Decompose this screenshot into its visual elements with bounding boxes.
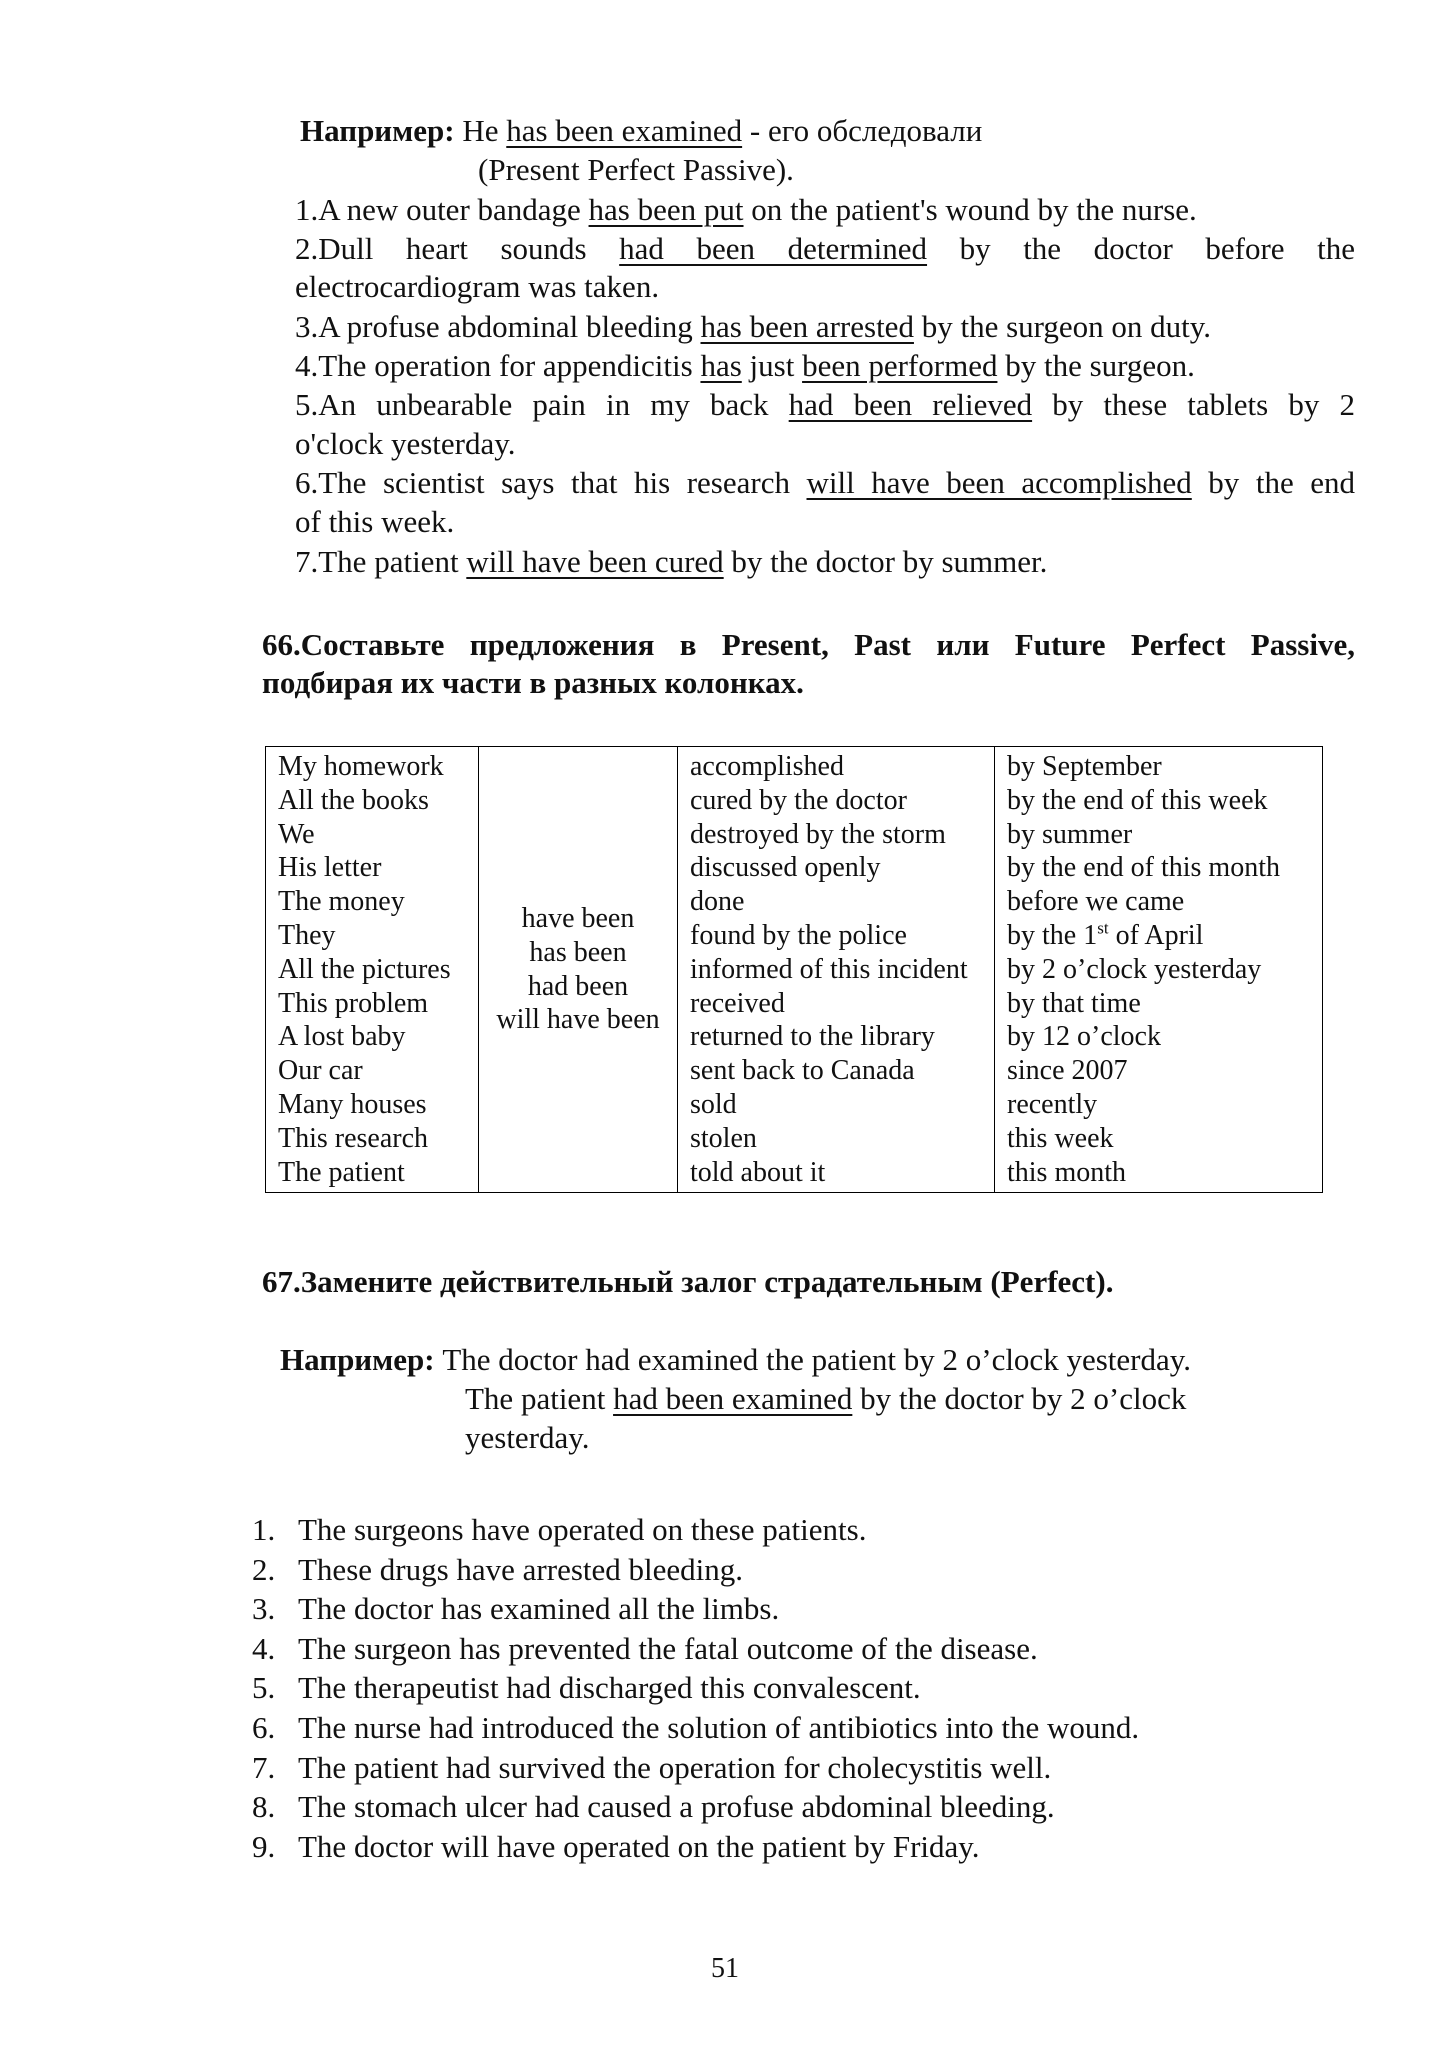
table-cell: sold — [690, 1088, 737, 1120]
list-item — [240, 1787, 1139, 1827]
table-cell: received — [690, 987, 785, 1019]
table-cell: The money — [278, 886, 405, 918]
list-number: 6. — [252, 1709, 276, 1745]
example-text: The doctor had examined the patient by 2 o’clock yesterday. — [434, 1342, 1191, 1377]
table-cell: has been — [529, 936, 627, 968]
list-item — [240, 1550, 1139, 1590]
table-cell: They — [278, 919, 336, 951]
list-number: 9. — [252, 1828, 276, 1864]
example-text-pre: He — [462, 113, 507, 148]
sentence-underlined: had been determined — [619, 231, 928, 266]
sentence-text: by the surgeon. — [997, 348, 1195, 383]
list-number: 1. — [252, 1512, 276, 1547]
sentence-1 — [295, 191, 1197, 229]
sentence-text: by the doctor by summer. — [723, 544, 1048, 579]
sentence-text: 5.An unbearable pain in my back — [295, 387, 789, 422]
sentence-2 — [295, 230, 1355, 268]
exercise-list — [240, 1510, 1139, 1866]
sentence-6-cont: of this week. — [295, 504, 455, 539]
table-cell: since 2007 — [1007, 1055, 1128, 1087]
list-text: The surgeon has prevented the fatal outcome of the disease. — [298, 1630, 1038, 1666]
list-item — [240, 1827, 1139, 1867]
list-item — [240, 1510, 1139, 1550]
table-cell: accomplished — [690, 751, 844, 782]
task-66-heading-line2: подбирая их части в разных колонках. — [262, 665, 804, 700]
sentence-4 — [295, 347, 1195, 385]
list-number: 7. — [252, 1749, 276, 1785]
sentence-5 — [295, 386, 1355, 424]
list-number: 3. — [252, 1591, 276, 1627]
table-cell: by the end of this week — [1007, 784, 1268, 816]
table-cell: done — [690, 886, 745, 918]
list-text: The doctor has examined all the limbs. — [298, 1591, 780, 1627]
sentence-text: 2.Dull heart sounds — [295, 231, 620, 266]
example-label: Например: — [280, 1342, 435, 1377]
list-number: 2. — [252, 1551, 276, 1587]
sentence-underlined: has — [700, 348, 742, 383]
task-67-example-line3: yesterday. — [465, 1420, 590, 1455]
auxiliary-column — [479, 747, 678, 1193]
table-cell: have been — [521, 903, 635, 935]
sentence-underlined: will have been accomplished — [806, 465, 1192, 500]
table-cell: by that time — [1007, 987, 1141, 1019]
example-line — [300, 112, 982, 150]
example-label: Например: — [300, 113, 455, 148]
table-cell: All the pictures — [278, 953, 451, 985]
table-cell: informed of this incident — [690, 953, 968, 985]
sentence-2-cont: electrocardiogram was taken. — [295, 269, 660, 304]
list-item — [240, 1708, 1139, 1748]
list-number: 4. — [252, 1630, 276, 1666]
table-cell: A lost baby — [278, 1021, 406, 1053]
task-67-example-line2 — [465, 1380, 1186, 1418]
table-cell: will have been — [496, 1004, 660, 1036]
example-text-post: - его обследовали — [742, 113, 983, 148]
sentence-text: 1.A new outer bandage — [295, 192, 589, 227]
cell-text: by the 1 — [1007, 919, 1098, 951]
sentence-text: 6.The scientist says that his research — [295, 465, 807, 500]
list-item — [240, 1629, 1139, 1669]
list-text: The stomach ulcer had caused a profuse abdominal bleeding. — [298, 1789, 1055, 1825]
table-cell: this month — [1007, 1156, 1127, 1188]
sentence-text: 7.The patient — [295, 544, 467, 579]
list-text: The nurse had introduced the solution of antibiotics into the wound. — [298, 1709, 1140, 1745]
sentence-text: by these tablets by 2 — [1032, 387, 1355, 422]
task-67-heading: 67.Замените действительный залог страдательным (Perfect). — [262, 1264, 1114, 1299]
table-cell: stolen — [690, 1122, 757, 1154]
table-cell: told about it — [690, 1156, 826, 1188]
table-cell: discussed openly — [690, 852, 881, 884]
sentence-text: by the surgeon on duty. — [913, 309, 1212, 344]
sentence-5-cont: o'clock yesterday. — [295, 426, 516, 461]
word-columns-table — [265, 746, 1323, 1193]
table-cell: cured by the doctor — [690, 784, 907, 816]
list-text: The patient had survived the operation for cholecystitis well. — [298, 1749, 1052, 1785]
table-cell: My homework — [278, 751, 444, 782]
sentence-underlined: been performed — [802, 348, 998, 383]
table-cell: The patient — [278, 1156, 405, 1188]
table-cell: before we came — [1007, 886, 1185, 918]
sentence-underlined: has been put — [588, 192, 744, 227]
sentence-6 — [295, 464, 1355, 502]
example-underlined: had been examined — [613, 1381, 853, 1416]
table-cell: by 2 o’clock yesterday — [1007, 953, 1262, 985]
list-text: The surgeons have operated on these patients. — [298, 1512, 867, 1547]
task-66-heading-line1: 66.Составьте предложения в Present, Past или Future Perfect Passive, — [262, 627, 1355, 662]
table-cell: destroyed by the storm — [690, 818, 946, 850]
example-underlined: has been examined — [506, 113, 743, 148]
sentence-underlined: had been relieved — [788, 387, 1033, 422]
list-item — [240, 1668, 1139, 1708]
table-cell: His letter — [278, 852, 382, 884]
table-cell: All the books — [278, 784, 429, 816]
task-67-example-line1 — [280, 1341, 1191, 1379]
sentence-text: 4.The operation for appendicitis — [295, 348, 701, 383]
list-item — [240, 1589, 1139, 1629]
sentence-text: by the doctor before the — [927, 231, 1356, 266]
example-text: by the doctor by 2 o’clock — [852, 1381, 1187, 1416]
table-cell: Our car — [278, 1055, 363, 1087]
table-cell: returned to the library — [690, 1021, 935, 1053]
cell-text: of April — [1108, 919, 1204, 951]
list-item — [240, 1748, 1139, 1788]
table-cell: this week — [1007, 1122, 1114, 1154]
list-text: These drugs have arrested bleeding. — [298, 1551, 744, 1587]
table-cell: This problem — [278, 987, 429, 1019]
table-cell: by September — [1007, 751, 1162, 782]
table-cell: sent back to Canada — [690, 1055, 915, 1087]
sentence-text: just — [741, 348, 803, 383]
list-number: 8. — [252, 1789, 276, 1825]
example-note: (Present Perfect Passive). — [478, 152, 794, 187]
table-cell: recently — [1007, 1088, 1098, 1120]
table-cell: by the end of this month — [1007, 852, 1280, 884]
table-cell: Many houses — [278, 1088, 427, 1120]
sentence-3 — [295, 308, 1211, 346]
list-number: 5. — [252, 1670, 276, 1706]
table-cell: This research — [278, 1122, 429, 1154]
sentence-underlined: will have been cured — [466, 544, 724, 579]
subjects-column — [266, 747, 479, 1193]
sentence-text: 3.A profuse abdominal bleeding — [295, 309, 701, 344]
table-cell: by summer — [1007, 818, 1133, 850]
sentence-text: by the end — [1191, 465, 1355, 500]
example-text: The patient — [465, 1381, 614, 1416]
table-cell — [1007, 919, 1322, 953]
list-text: The doctor will have operated on the patient by Friday. — [298, 1828, 980, 1864]
sentence-7 — [295, 543, 1047, 581]
sentence-underlined: has been arrested — [700, 309, 914, 344]
superscript: st — [1097, 918, 1109, 938]
table-cell: We — [278, 818, 315, 850]
table-cell: had been — [527, 970, 629, 1002]
time-expressions-column — [995, 747, 1323, 1193]
list-text: The therapeutist had discharged this convalescent. — [298, 1670, 921, 1706]
table-cell: by 12 o’clock — [1007, 1021, 1161, 1053]
page-number: 51 — [711, 1953, 739, 1984]
sentence-text: on the patient's wound by the nurse. — [743, 192, 1197, 227]
table-cell: found by the police — [690, 919, 907, 951]
participles-column — [678, 747, 995, 1193]
